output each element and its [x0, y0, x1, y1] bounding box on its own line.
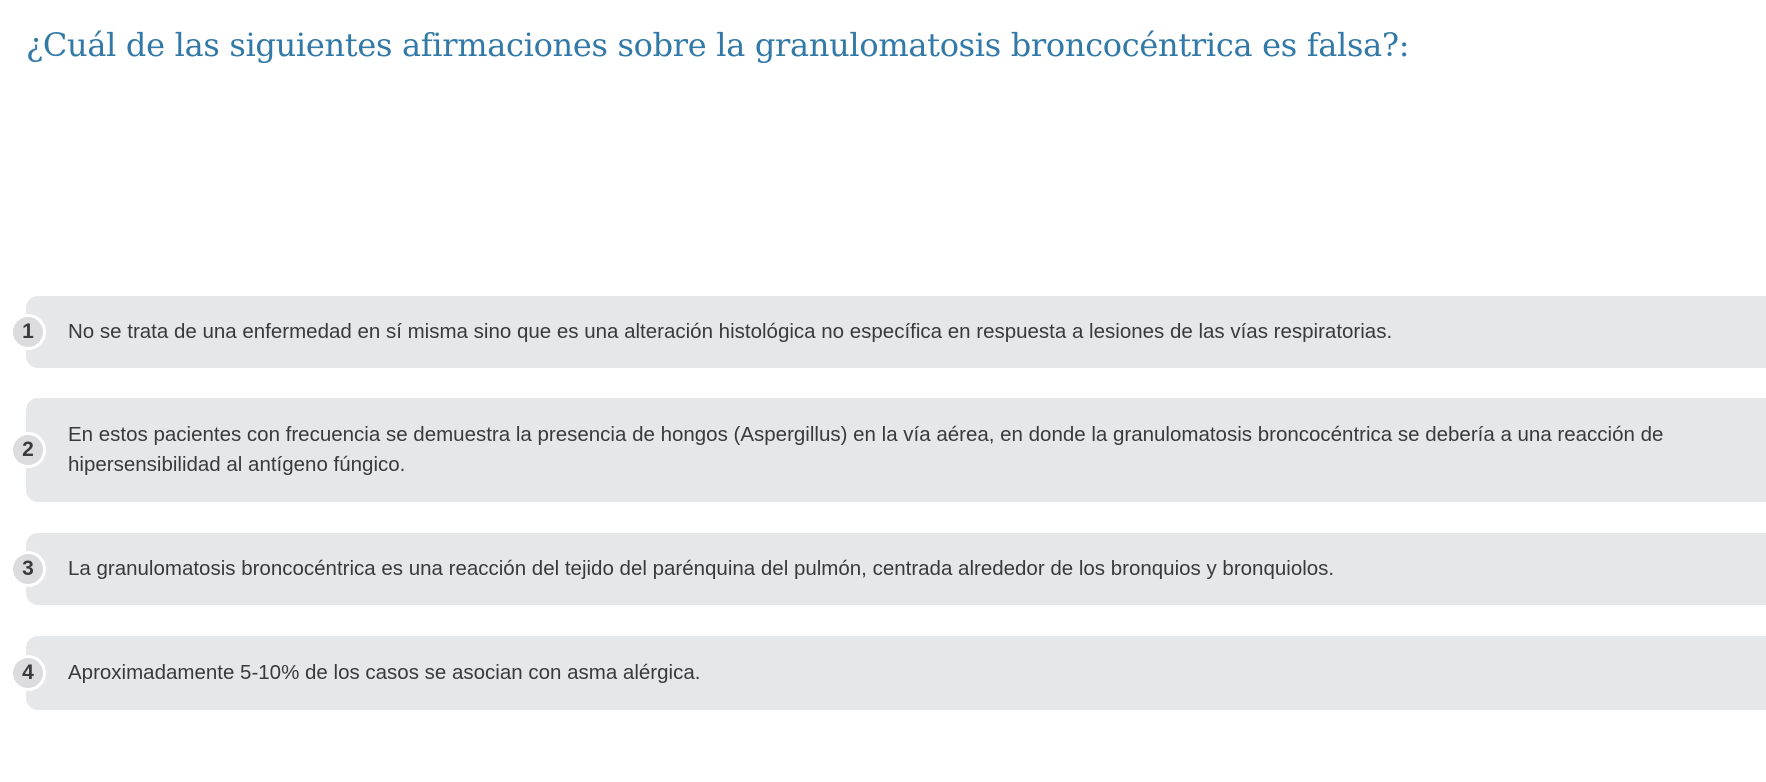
- option-1-number-badge: 1: [10, 314, 46, 350]
- option-2-number-badge: 2: [10, 432, 46, 468]
- answer-option-3[interactable]: [26, 533, 1766, 605]
- option-4-number-badge: 4: [10, 655, 46, 691]
- answer-option-4[interactable]: [26, 636, 1766, 710]
- option-3-number-badge: 3: [10, 551, 46, 587]
- answer-option-1-text: No se trata de una enfermedad en sí misma sino que es una alteración histológica no específica en respuesta a lesiones de las vías respiratorias.: [68, 320, 1393, 343]
- answer-option-3-text: La granulomatosis broncocéntrica es una reacción del tejido del parénquina del pulmón, centrada alrededor de los bronquios y bronquiolos.: [68, 557, 1335, 580]
- answer-option-2[interactable]: [26, 398, 1766, 502]
- answer-option-1[interactable]: [26, 296, 1766, 368]
- answer-option-2-text: En estos pacientes con frecuencia se demuestra la presencia de hongos (Aspergillus) en la vía aérea, en donde la granulomatosis broncocéntrica se debería a una reacción de hipersensibilidad al antígeno fúngico.: [68, 423, 1664, 476]
- question-title: ¿Cuál de las siguientes afirmaciones sobre la granulomatosis broncocéntrica es falsa?:: [26, 26, 1410, 64]
- answer-option-4-text: Aproximadamente 5-10% de los casos se asocian con asma alérgica.: [68, 661, 701, 684]
